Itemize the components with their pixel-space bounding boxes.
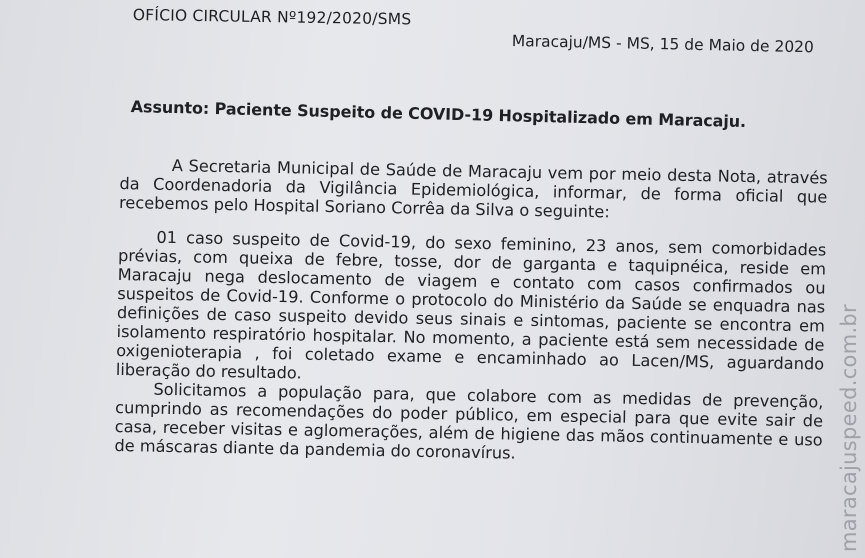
place-date: Maracaju/MS - MS, 15 de Maio de 2020: [511, 32, 815, 57]
watermark: maracajuspeed.com.br: [837, 304, 861, 552]
document-reference: OFÍCIO CIRCULAR Nº192/2020/SMS: [132, 6, 412, 29]
document-subject: Assunto: Paciente Suspeito de COVID-19 Hospitalizado em Maracaju.: [130, 97, 747, 132]
request-paragraph: Solicitamos a população para, que colabore com as medidas de prevenção, cumprindo as recomendações do poder público, em especial para que evite sair de casa, receber visitas e aglomerações, além de higiene das mãos continuamente e uso de máscaras diante da pandemia do coronavírus.: [114, 379, 824, 463]
intro-paragraph: A Secretaria Municipal de Saúde de Maracaju vem por meio desta Nota, através da Coordenadoria da Vigilância Epidemiológica, informar, de forma oficial que recebemos pelo Hospital Soriano Corrêa da Silva o seguinte:: [118, 155, 828, 222]
case-paragraph: 01 caso suspeito de Covid-19, do sexo feminino, 23 anos, sem comorbidades prévias, com queixa de febre, tosse, dor de garganta e taquipnéica, reside em Maracaju nega deslocamento de viagem e contato com casos confirmados ou suspeitos de Covid-19. Conforme o protocolo do Ministério da Saúde se enquadra nas definições de caso suspeito devido seus sinais e sintomas, paciente se encontra em isolamento respiratório hospitalar. No momento, a paciente está sem necessidade de oxigenioterapia , foi coletado exame e encaminhado ao Lacen/MS, aguardando liberação do resultado.: [115, 227, 827, 383]
document-body: [114, 155, 828, 469]
